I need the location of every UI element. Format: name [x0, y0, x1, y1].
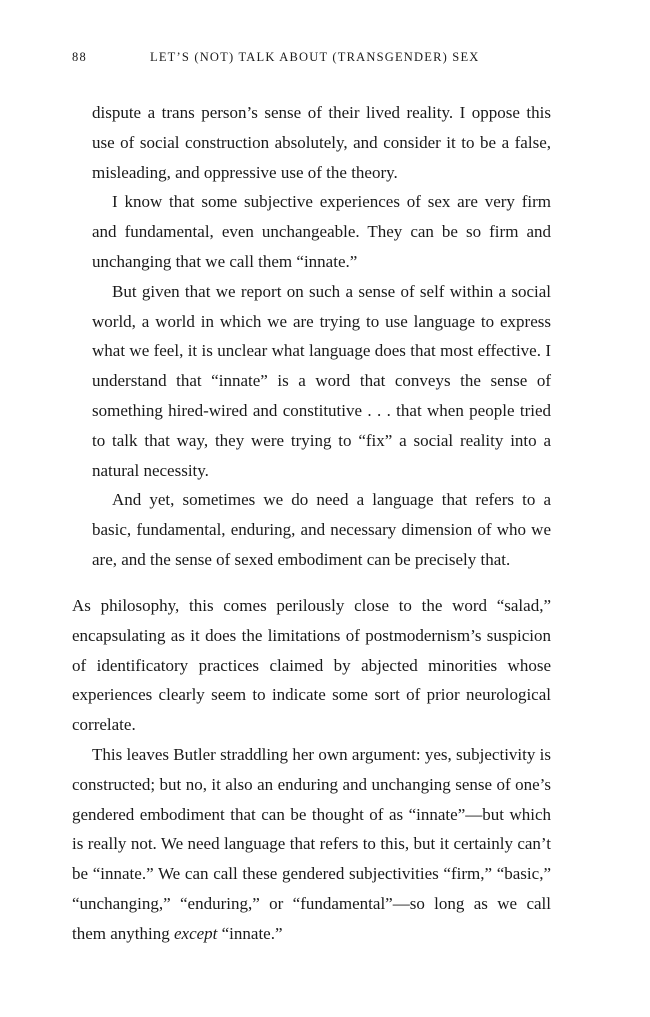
block-quote — [92, 98, 551, 575]
running-title: LET’S (NOT) TALK ABOUT (TRANSGENDER) SEX — [150, 50, 480, 64]
running-head — [72, 50, 552, 70]
quote-paragraph-2: I know that some subjective experiences of sex are very firm and fundamental, even unchangeable. They can be so firm and unchanging that we call them “innate.” — [92, 192, 551, 271]
body-text — [72, 591, 551, 949]
quote-paragraph-3: But given that we report on such a sense of self within a social world, a world in which we are trying to use language to express what we feel, it is unclear what language does that most effective. I understand that “innate” is a word that conveys the sense of something hired-wired and constitutive . . . that when people tried to talk that way, they were trying to “fix” a social reality into a natural necessity. — [92, 281, 551, 480]
emphasis-except: except — [173, 923, 218, 943]
page-number: 88 — [72, 50, 87, 64]
quote-paragraph-1: dispute a trans person’s sense of their lived reality. I oppose this use of social construction absolutely, and consider it to be a false, misleading, and oppressive use of the theory. — [92, 103, 551, 182]
quote-paragraph-4: And yet, sometimes we do need a language that refers to a basic, fundamental, enduring, and necessary dimension of who we are, and the sense of sexed embodiment can be precisely that. — [92, 490, 551, 569]
body-paragraph-2-ending: “innate.” — [217, 923, 283, 943]
body-paragraph-1: As philosophy, this comes perilously close to the word “salad,” encapsulating as it does the limitations of postmodernism’s suspicion of identificatory practices claimed by abjected minorities whose experiences clearly seem to indicate some sort of prior neurological correlate. — [72, 596, 551, 735]
body-paragraph-2 — [72, 740, 551, 949]
body-paragraph-2-text: This leaves Butler straddling her own argument: yes, subjectivity is constructed; but no, it also an enduring and unchanging sense of one’s gendered embodiment that can be thought of as “innate”—but which is really not. We need language that refers to this, but it certainly can’t be “innate.” We can call these gendered subjectivities “firm,” “basic,” “unchanging,” “enduring,” or “fundamental”—so long as we call them anything — [72, 744, 551, 943]
